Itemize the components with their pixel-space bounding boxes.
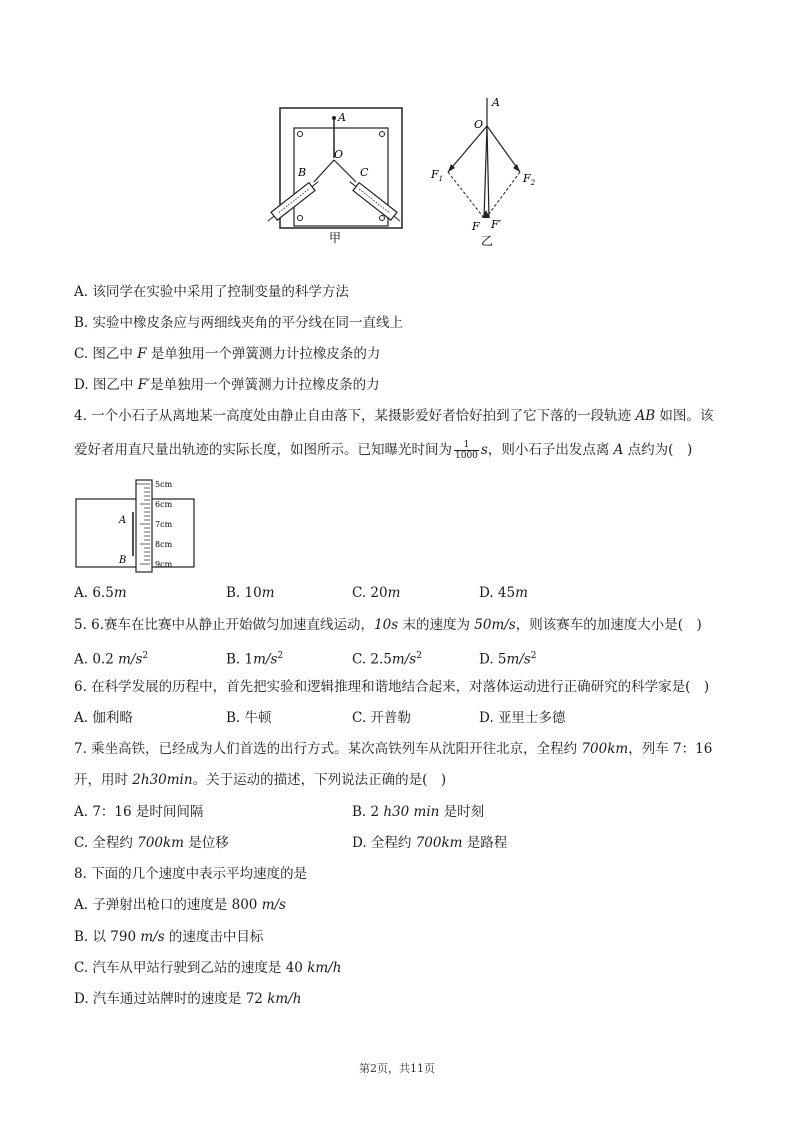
caption-jia: 甲 — [329, 231, 342, 245]
r-label-F: F — [472, 220, 480, 233]
q6-option-c: C. 开普勒 — [352, 710, 411, 726]
label-C: C — [360, 166, 369, 179]
board-paper — [294, 128, 388, 226]
q6-option-a: A. 伽利略 — [74, 710, 133, 726]
arrowhead-F2 — [513, 164, 520, 172]
pin — [298, 216, 303, 221]
q5-option-c: C. $2.5m/s^2$ — [352, 651, 422, 668]
string-C — [334, 160, 356, 182]
caption-yi: 乙 — [481, 234, 494, 248]
q5-option-b: B. $1m/s^2$ — [226, 651, 284, 668]
q8-stem: 8. 下面的几个速度中表示平均速度的是 — [74, 866, 308, 882]
spring-scale-left — [265, 178, 322, 225]
q4-option-b: B. 10m — [226, 585, 275, 601]
ruler-label-5cm: 5cm — [155, 480, 173, 489]
ruler-label-9cm: 9cm — [155, 560, 173, 569]
q8-option-d: D. 汽车通过站牌时的速度是 72 km/h — [74, 991, 302, 1007]
q4-option-a: A. 6.5m — [74, 585, 127, 601]
q7-stem-line2: 开，用时 2h30min。关于运动的描述，下列说法正确的是( ) — [74, 772, 447, 788]
arrow-F2 — [487, 126, 520, 172]
exposure-fraction: $\frac{1}{1000}$ — [455, 440, 478, 461]
label-A: A — [338, 111, 346, 124]
r-label-A: A — [492, 96, 500, 109]
q3-option-d: D. 图乙中 F′是单独用一个弹簧测力计拉橡皮条的力 — [74, 377, 380, 393]
ruler-label-6cm: 6cm — [155, 500, 173, 509]
spring-scale-right — [347, 178, 404, 225]
q6-option-b: B. 牛顿 — [226, 710, 272, 726]
q6-stem: 6. 在科学发展的历程中，首先把实验和逻辑推理和谐地结合起来，对落体运动进行正确研究的科学家是( ) — [74, 679, 710, 695]
q7-option-c: C. 全程约 700km 是位移 — [74, 835, 229, 851]
label-O: O — [334, 148, 344, 161]
pivot-A — [332, 116, 336, 120]
page-footer: 第2页，共11页 — [359, 1062, 435, 1075]
arrow-F1 — [448, 126, 487, 172]
q8-option-c: C. 汽车从甲站行驶到乙站的速度是 40 km/h — [74, 960, 342, 976]
r-label-F2: $F_2$ — [523, 172, 536, 187]
q7-option-b: B. 2 h30 min 是时刻 — [352, 804, 485, 820]
dashed-F1-F — [448, 172, 484, 218]
q3-option-a: A. 该同学在实验中采用了控制变量的科学方法 — [74, 284, 349, 300]
arrow-Fp — [487, 126, 489, 218]
q5-option-d: D. $5m/s^2$ — [479, 651, 537, 668]
r-label-F1: $F_1$ — [431, 168, 444, 183]
photo-frame — [76, 499, 194, 567]
q7-option-a: A. 7：16 是时间间隔 — [74, 804, 204, 820]
pin — [380, 216, 385, 221]
q6-option-d: D. 亚里士多德 — [479, 710, 566, 726]
label-B: B — [298, 166, 307, 179]
q4-option-c: C. 20m — [352, 585, 401, 601]
pin — [380, 132, 385, 137]
q7-option-d: D. 全程约 700km 是路程 — [352, 835, 508, 851]
q4-stem-line1: 4. 一个小石子从离地某一高度处由静止自由落下，某摄影爱好者恰好拍到了它下落的一段轨迹 AB 如图。该 — [74, 408, 714, 424]
ruler-body — [136, 480, 152, 572]
ruler-figure — [74, 478, 214, 578]
q8-option-b: B. 以 790 m/s 的速度击中目标 — [74, 929, 264, 945]
q4-stem-line2: 爱好者用直尺量出轨迹的实际长度，如图所示。已知曝光时间为 $\frac{1}{1000}$ s，则小石子出发点离 A 点约为( ) — [74, 440, 693, 461]
q5-stem: 5. 6.赛车在比赛中从静止开始做匀加速直线运动，10s 末的速度为 50m/s，则该赛车的加速度大小是( ) — [74, 617, 702, 633]
q8-option-a: A. 子弹射出枪口的速度是 800 m/s — [74, 897, 286, 913]
dashed-F2-F — [486, 172, 520, 218]
r-label-Fp: F′ — [491, 218, 502, 231]
ruler-label-7cm: 7cm — [155, 520, 173, 529]
label-B: B — [119, 555, 127, 566]
string-B — [314, 160, 334, 182]
q7-stem-line1: 7. 乘坐高铁，已经成为人们首选的出行方式。某次高铁列车从沈阳开往北京，全程约 700km，列车 7：16 — [74, 741, 713, 757]
q3-option-b: B. 实验中橡皮条应与两细线夹角的平分线在同一直线上 — [74, 315, 404, 331]
pin — [298, 132, 303, 137]
arrow-F — [484, 126, 487, 218]
q5-option-a: A. 0.2 $m/s^2$ — [74, 651, 149, 668]
q3-option-c: C. 图乙中 F 是单独用一个弹簧测力计拉橡皮条的力 — [74, 346, 381, 362]
label-A: A — [119, 515, 127, 526]
q4-option-d: D. 45m — [479, 585, 528, 601]
r-label-O: O — [474, 118, 484, 131]
ruler-label-8cm: 8cm — [155, 540, 173, 549]
force-experiment-figure — [0, 90, 794, 340]
